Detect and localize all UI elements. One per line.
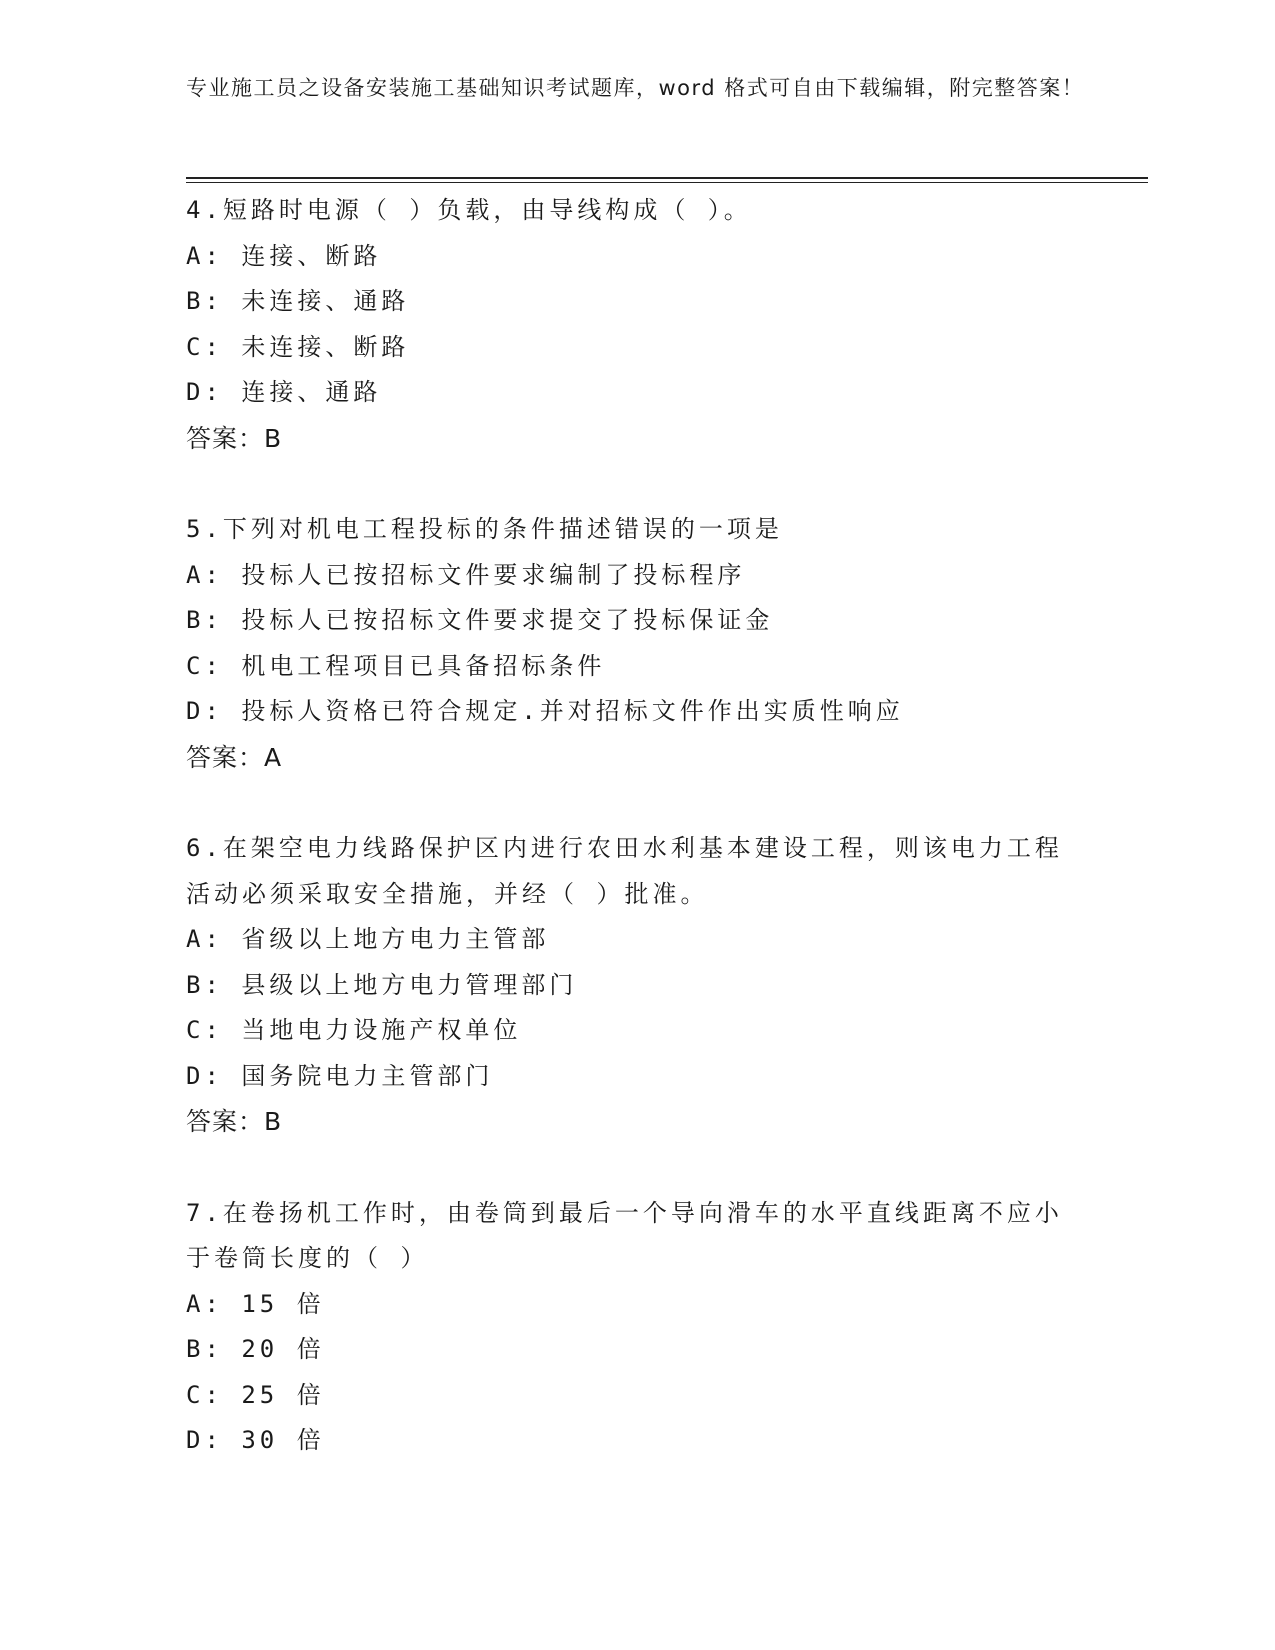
option-b: B: 投标人已按招标文件要求提交了投标保证金 xyxy=(186,606,774,634)
answer-line: 答案：B xyxy=(186,423,283,453)
option-d: D: 国务院电力主管部门 xyxy=(186,1061,494,1090)
option-b: B: 未连接、通路 xyxy=(186,287,410,315)
question-6 xyxy=(186,826,1086,1145)
option-c: C: 未连接、断路 xyxy=(186,332,410,361)
option-a: A: 省级以上地方电力主管部 xyxy=(186,925,550,953)
option-b: B: 县级以上地方电力管理部门 xyxy=(186,970,578,999)
answer-line: 答案：A xyxy=(186,742,283,772)
option-a: A: 连接、断路 xyxy=(186,241,382,270)
option-c: C: 25 倍 xyxy=(186,1380,325,1409)
question-4 xyxy=(186,188,1086,461)
question-5 xyxy=(186,507,1086,780)
option-c: C: 当地电力设施产权单位 xyxy=(186,1016,522,1044)
question-list xyxy=(186,188,1086,1510)
option-d: D: 30 倍 xyxy=(186,1426,325,1454)
question-stem: 5.下列对机电工程投标的条件描述错误的一项是 xyxy=(186,515,783,543)
header-divider-thick xyxy=(186,177,1148,179)
answer-line: 答案：B xyxy=(186,1107,283,1136)
question-stem: 7.在卷扬机工作时，由卷筒到最后一个导向滑车的水平直线距离不应小于卷筒长度的（ ） xyxy=(186,1198,1063,1272)
option-d: D: 连接、通路 xyxy=(186,378,382,406)
option-a: A: 投标人已按招标文件要求编制了投标程序 xyxy=(186,560,746,589)
header-divider-thin xyxy=(186,182,1148,183)
option-d: D: 投标人资格已符合规定.并对招标文件作出实质性响应 xyxy=(186,697,904,725)
option-b: B: 20 倍 xyxy=(186,1335,325,1363)
question-stem: 6.在架空电力线路保护区内进行农田水利基本建设工程，则该电力工程活动必须采取安全措施，并经（ ）批准。 xyxy=(186,834,1063,908)
option-a: A: 15 倍 xyxy=(186,1289,325,1318)
document-header: 专业施工员之设备安装施工基础知识考试题库，word 格式可自由下载编辑，附完整答案！ xyxy=(186,76,1085,100)
option-c: C: 机电工程项目已具备招标条件 xyxy=(186,651,606,680)
question-7 xyxy=(186,1191,1086,1464)
question-stem: 4.短路时电源（ ）负载，由导线构成（ ）。 xyxy=(186,196,752,224)
